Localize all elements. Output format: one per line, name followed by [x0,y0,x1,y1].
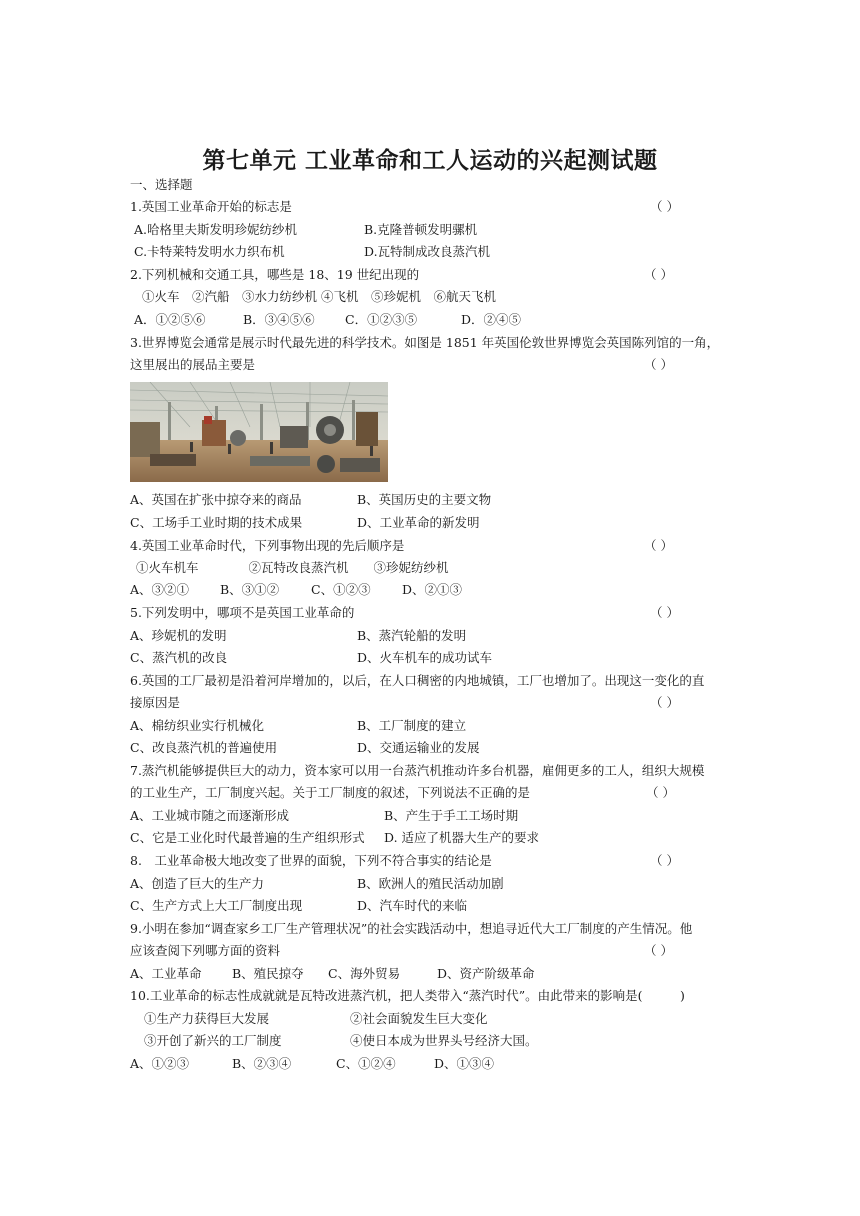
q9-option-d: D、资产阶级革命 [437,966,535,981]
q10-option-c: C、①②④ [336,1056,396,1071]
exhibition-hall-image [130,382,388,482]
q6-stem-line2: 接原因是 [130,695,181,710]
q5-option-c: C、蒸汽机的改良 [130,650,228,665]
q3-answer-paren: （ ） [644,357,673,372]
q6-answer-paren: （ ） [650,695,679,710]
q10-item-2: ②社会面貌发生巨大变化 [350,1011,488,1026]
q2-option-a: A．①②⑤⑥ [134,312,206,327]
q5-stem: 5.下列发明中，哪项不是英国工业革命的 [130,605,355,620]
q10-option-b: B、②③④ [232,1056,292,1071]
q7-answer-paren: （ ） [646,785,675,800]
q4-option-b: B、③①② [220,582,280,597]
q10-option-a: A、①②③ [130,1056,190,1071]
q6-option-b: B、工厂制度的建立 [357,718,467,733]
q10-option-d: D、①③④ [434,1056,495,1071]
q3-stem-line2: 这里展出的展品主要是 [130,357,256,372]
q8-option-b: B、欧洲人的殖民活动加剧 [357,876,504,891]
q6-option-a: A、棉纺织业实行机械化 [130,718,265,733]
q1-option-c: C.卡特莱特发明水力织布机 [134,244,285,259]
q8-stem: 8. 工业革命极大地改变了世界的面貌，下列不符合事实的结论是 [130,853,492,868]
q2-items: ①火车 ②汽船 ③水力纺纱机 ④飞机 ⑤珍妮机 ⑥航天飞机 [142,289,496,304]
q3-option-d: D、工业革命的新发明 [357,515,480,530]
q7-option-a: A、工业城市随之而逐渐形成 [130,808,290,823]
q9-option-a: A、工业革命 [130,966,202,981]
q6-option-c: C、改良蒸汽机的普遍使用 [130,740,278,755]
q2-stem: 2.下列机械和交通工具，哪些是 18、19 世纪出现的 [130,267,420,282]
q5-option-d: D、火车机车的成功试车 [357,650,493,665]
section-heading: 一、选择题 [130,177,193,192]
q9-answer-paren: （ ） [644,943,673,958]
q1-answer-paren: （ ） [650,199,679,214]
q10-item-4: ④使日本成为世界头号经济大国。 [350,1033,538,1048]
q4-stem: 4.英国工业革命时代，下列事物出现的先后顺序是 [130,538,405,553]
q9-stem-line1: 9.小明在参加“调查家乡工厂生产管理状况”的社会实践活动中，想追寻近代大工厂制度的产生情况。他 [130,921,693,936]
q3-option-c: C、工场手工业时期的技术成果 [130,515,303,530]
q3-option-a: A、英国在扩张中掠夺来的商品 [130,492,302,507]
q10-item-3: ③开创了新兴的工厂制度 [144,1033,282,1048]
q2-option-b: B．③④⑤⑥ [243,312,315,327]
q2-answer-paren: （ ） [644,267,673,282]
q4-items: ①火车机车 ②瓦特改良蒸汽机 ③珍妮纺纱机 [136,560,449,575]
q3-option-b: B、英国历史的主要文物 [357,492,492,507]
q7-option-d: D. 适应了机器大生产的要求 [384,830,540,845]
q7-stem-line1: 7.蒸汽机能够提供巨大的动力，资本家可以用一台蒸汽机推动许多台机器，雇佣更多的工人，组织大规模 [130,763,705,778]
q9-option-c: C、海外贸易 [328,966,401,981]
q4-option-c: C、①②③ [311,582,371,597]
q2-option-d: D．②④⑤ [461,312,522,327]
q9-option-b: B、殖民掠夺 [232,966,304,981]
q1-option-d: D.瓦特制成改良蒸汽机 [364,244,491,259]
q1-stem: 1.英国工业革命开始的标志是 [130,199,292,214]
q6-stem-line1: 6.英国的工厂最初是沿着河岸增加的，以后，在人口稠密的内地城镇，工厂也增加了。出现这一变化的直 [130,673,705,688]
q4-option-a: A、③②① [130,582,190,597]
q5-option-a: A、珍妮机的发明 [130,628,227,643]
q3-stem-line1: 3.世界博览会通常是展示时代最先进的科学技术。如图是 1851 年英国伦敦世界博览会英国陈列馆的一角， [130,335,720,350]
q1-option-b: B.克隆普顿发明骡机 [364,222,478,237]
q4-answer-paren: （ ） [644,538,673,553]
q8-option-c: C、生产方式上大工厂制度出现 [130,898,303,913]
q5-answer-paren: （ ） [650,605,679,620]
q8-option-a: A、创造了巨大的生产力 [130,876,265,891]
q10-item-1: ①生产力获得巨大发展 [144,1011,270,1026]
q10-stem: 10.工业革命的标志性成就就是瓦特改进蒸汽机，把人类带入“蒸汽时代”。由此带来的影响是( ) [130,988,685,1003]
q8-option-d: D、汽车时代的来临 [357,898,468,913]
page-title: 第七单元 工业革命和工人运动的兴起测试题 [202,148,658,174]
q7-stem-line2: 的工业生产，工厂制度兴起。关于工厂制度的叙述，下列说法不正确的是 [130,785,531,800]
q7-option-c: C、它是工业化时代最普遍的生产组织形式 [130,830,365,845]
q9-stem-line2: 应该查阅下列哪方面的资料 [130,943,281,958]
q5-option-b: B、蒸汽轮船的发明 [357,628,467,643]
q8-answer-paren: （ ） [650,853,679,868]
q2-option-c: C．①②③⑤ [345,312,418,327]
q7-option-b: B、产生于手工工场时期 [384,808,519,823]
q4-option-d: D、②①③ [402,582,463,597]
q1-option-a: A.哈格里夫斯发明珍妮纺纱机 [134,222,298,237]
q6-option-d: D、交通运输业的发展 [357,740,480,755]
